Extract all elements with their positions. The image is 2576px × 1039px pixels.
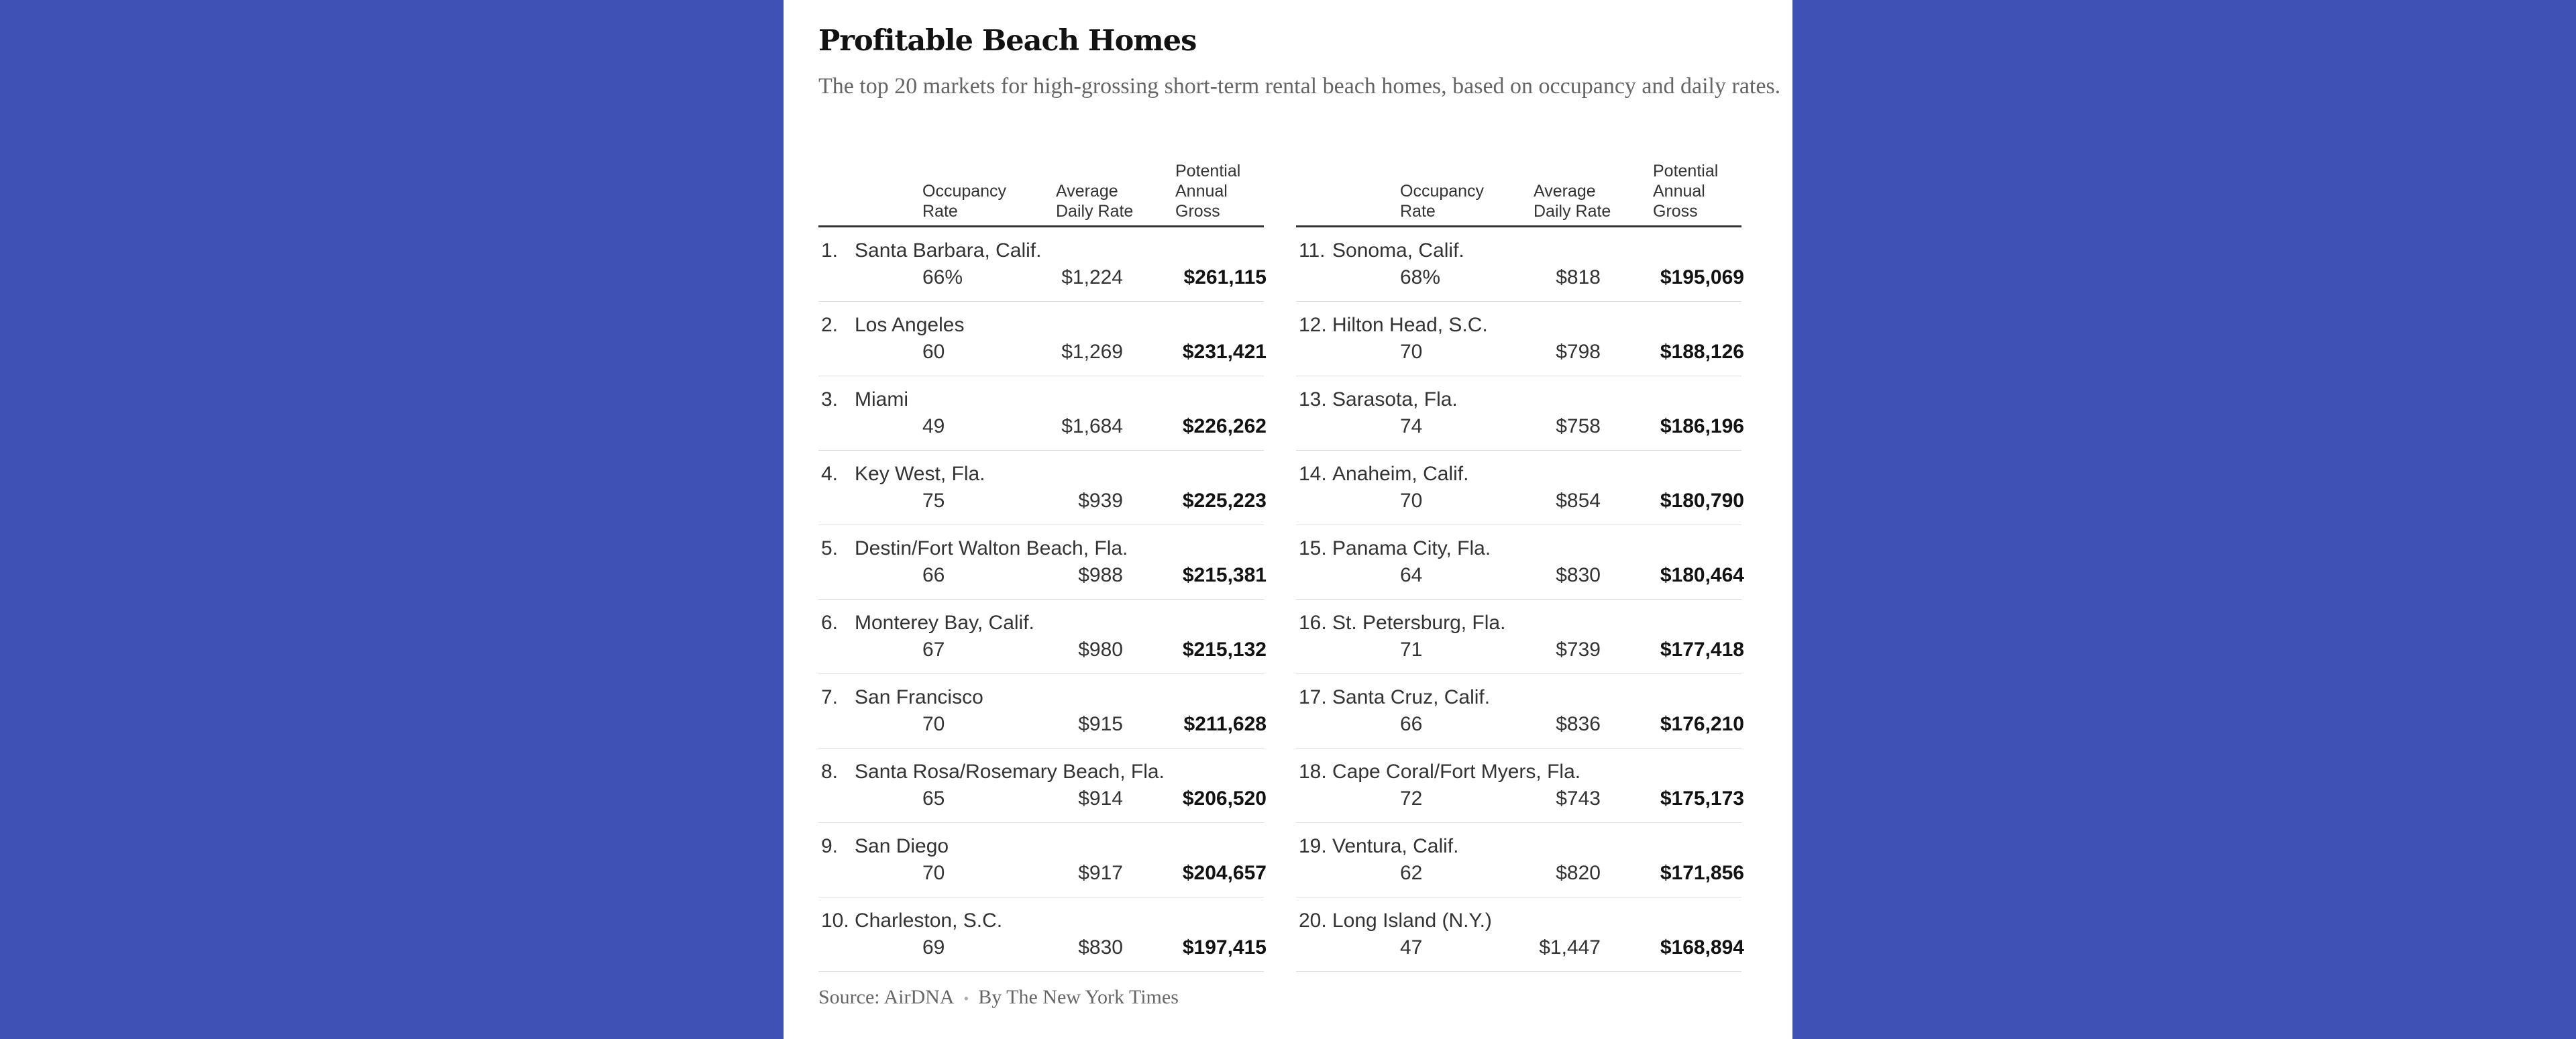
- row-values: [818, 862, 1267, 889]
- table-row: [818, 302, 1267, 376]
- market-label: [821, 612, 1034, 635]
- header-average-daily-rate: Average Daily Rate: [1056, 182, 1134, 221]
- potential-annual-gross-value: $180,790: [1660, 490, 1744, 512]
- occupancy-rate-value: 68%: [1400, 266, 1441, 288]
- market-label: [821, 314, 964, 337]
- table-row: [818, 227, 1267, 302]
- potential-annual-gross-value: $197,415: [1182, 936, 1267, 959]
- rank-number: 15.: [1299, 537, 1327, 559]
- row-values: [1296, 787, 1744, 814]
- table-row: [1296, 302, 1744, 376]
- potential-annual-gross-value: $180,464: [1660, 564, 1744, 586]
- row-values: [1296, 266, 1744, 293]
- table-row: [818, 823, 1267, 897]
- market-name: Santa Cruz, Calif.: [1332, 686, 1491, 708]
- rank-number: 3.: [821, 388, 839, 411]
- header-potential-annual-gross: Potential Annual Gross: [1175, 162, 1241, 221]
- average-daily-rate-value: $1,684: [1061, 415, 1123, 437]
- graphic-card: [784, 0, 1792, 1039]
- occupancy-rate-value: 74: [1400, 415, 1423, 437]
- market-label: [1299, 388, 1458, 411]
- average-daily-rate-value: $818: [1556, 266, 1601, 288]
- row-values: [1296, 936, 1744, 963]
- average-daily-rate-value: $743: [1556, 787, 1601, 810]
- row-values: [818, 936, 1267, 963]
- potential-annual-gross-value: $225,223: [1182, 490, 1267, 512]
- market-label: [1299, 537, 1491, 560]
- table-body: [818, 227, 1267, 972]
- potential-annual-gross-value: $211,628: [1183, 713, 1267, 735]
- table-header: [1296, 156, 1741, 227]
- average-daily-rate-value: $830: [1556, 564, 1601, 586]
- average-daily-rate-value: $914: [1078, 787, 1123, 810]
- market-label: [821, 537, 1128, 560]
- table-row: [818, 376, 1267, 451]
- rank-number: 8.: [821, 761, 839, 783]
- rank-number: 4.: [821, 463, 839, 485]
- table-row: [818, 451, 1267, 525]
- row-values: [818, 713, 1267, 740]
- potential-annual-gross-value: $176,210: [1660, 713, 1744, 735]
- market-name: Long Island (N.Y.): [1332, 910, 1492, 932]
- table-row: [1296, 749, 1744, 823]
- potential-annual-gross-value: $168,894: [1660, 936, 1744, 959]
- table-header: [818, 156, 1264, 227]
- chart-subtitle: The top 20 markets for high-grossing short-term rental beach homes, based on occupancy and daily rates.: [818, 74, 1781, 99]
- occupancy-rate-value: 70: [922, 713, 945, 735]
- average-daily-rate-value: $830: [1078, 936, 1123, 959]
- average-daily-rate-value: $739: [1556, 639, 1601, 661]
- market-name: Anaheim, Calif.: [1332, 463, 1469, 485]
- row-values: [818, 266, 1267, 293]
- rank-number: 10.: [821, 910, 849, 932]
- occupancy-rate-value: 70: [922, 862, 945, 884]
- market-label: [821, 388, 908, 411]
- potential-annual-gross-value: $195,069: [1660, 266, 1744, 288]
- occupancy-rate-value: 60: [922, 341, 945, 363]
- header-occupancy-rate: Occupancy Rate: [922, 182, 1007, 221]
- rank-number: 6.: [821, 612, 839, 634]
- table-row: [818, 674, 1267, 749]
- market-label: [821, 686, 983, 709]
- row-values: [1296, 862, 1744, 889]
- market-label: [1299, 463, 1468, 486]
- market-label: [821, 835, 949, 858]
- table-left: [818, 156, 1267, 972]
- potential-annual-gross-value: $186,196: [1660, 415, 1744, 437]
- table-row: [1296, 600, 1744, 674]
- average-daily-rate-value: $917: [1078, 862, 1123, 884]
- potential-annual-gross-value: $177,418: [1660, 639, 1744, 661]
- market-label: [1299, 761, 1580, 783]
- rank-number: 11.: [1299, 239, 1326, 262]
- occupancy-rate-value: 69: [922, 936, 945, 959]
- occupancy-rate-value: 62: [1400, 862, 1423, 884]
- row-values: [818, 415, 1267, 442]
- market-label: [1299, 686, 1490, 709]
- rank-number: 1.: [821, 239, 839, 262]
- market-name: Panama City, Fla.: [1332, 537, 1491, 559]
- rank-number: 7.: [821, 686, 839, 708]
- market-name: Cape Coral/Fort Myers, Fla.: [1332, 761, 1581, 783]
- rank-number: 9.: [821, 835, 839, 857]
- table-row: [1296, 674, 1744, 749]
- market-name: Destin/Fort Walton Beach, Fla.: [855, 537, 1128, 559]
- potential-annual-gross-value: $171,856: [1660, 862, 1744, 884]
- market-label: [1299, 314, 1488, 337]
- market-label: [1299, 910, 1492, 932]
- potential-annual-gross-value: $188,126: [1660, 341, 1744, 363]
- market-name: Santa Rosa/Rosemary Beach, Fla.: [855, 761, 1165, 783]
- occupancy-rate-value: 70: [1400, 341, 1423, 363]
- row-values: [1296, 415, 1744, 442]
- occupancy-rate-value: 64: [1400, 564, 1423, 586]
- table-row: [818, 749, 1267, 823]
- rank-number: 5.: [821, 537, 839, 559]
- market-name: Sonoma, Calif.: [1332, 239, 1464, 262]
- table-row: [818, 525, 1267, 600]
- market-label: [1299, 239, 1464, 262]
- market-name: Key West, Fla.: [855, 463, 985, 485]
- rank-number: 2.: [821, 314, 839, 336]
- average-daily-rate-value: $915: [1078, 713, 1123, 735]
- rank-number: 16.: [1299, 612, 1327, 634]
- potential-annual-gross-value: $204,657: [1182, 862, 1267, 884]
- average-daily-rate-value: $988: [1078, 564, 1123, 586]
- table-row: [818, 897, 1267, 972]
- source-credit: Source: AirDNA: [818, 986, 955, 1008]
- table-row: [1296, 525, 1744, 600]
- table-right: [1296, 156, 1744, 972]
- table-row: [1296, 451, 1744, 525]
- market-name: Sarasota, Fla.: [1332, 388, 1458, 411]
- row-values: [1296, 564, 1744, 591]
- market-label: [821, 463, 985, 486]
- market-label: [821, 239, 1041, 262]
- row-values: [1296, 639, 1744, 665]
- potential-annual-gross-value: $261,115: [1183, 266, 1267, 288]
- row-values: [818, 639, 1267, 665]
- rank-number: 20.: [1299, 910, 1327, 932]
- rank-number: 19.: [1299, 835, 1327, 857]
- table-row: [1296, 227, 1744, 302]
- potential-annual-gross-value: $231,421: [1182, 341, 1267, 363]
- table-row: [1296, 823, 1744, 897]
- occupancy-rate-value: 71: [1400, 639, 1423, 661]
- rank-number: 13.: [1299, 388, 1327, 411]
- chart-title: Profitable Beach Homes: [818, 24, 1197, 58]
- row-values: [1296, 713, 1744, 740]
- occupancy-rate-value: 67: [922, 639, 945, 661]
- average-daily-rate-value: $1,224: [1061, 266, 1123, 288]
- market-name: Los Angeles: [855, 314, 965, 336]
- potential-annual-gross-value: $215,381: [1182, 564, 1267, 586]
- market-label: [821, 910, 1002, 932]
- rank-number: 18.: [1299, 761, 1327, 783]
- market-name: St. Petersburg, Fla.: [1332, 612, 1506, 634]
- row-values: [818, 564, 1267, 591]
- occupancy-rate-value: 65: [922, 787, 945, 810]
- market-label: [1299, 835, 1458, 858]
- potential-annual-gross-value: $175,173: [1660, 787, 1744, 810]
- market-label: [1299, 612, 1505, 635]
- market-name: Hilton Head, S.C.: [1332, 314, 1488, 336]
- table-row: [818, 600, 1267, 674]
- average-daily-rate-value: $1,269: [1061, 341, 1123, 363]
- occupancy-rate-value: 49: [922, 415, 945, 437]
- row-values: [1296, 341, 1744, 368]
- table-row: [1296, 897, 1744, 972]
- row-values: [818, 787, 1267, 814]
- rank-number: 17.: [1299, 686, 1327, 708]
- row-values: [818, 490, 1267, 516]
- average-daily-rate-value: $798: [1556, 341, 1601, 363]
- potential-annual-gross-value: $215,132: [1182, 639, 1267, 661]
- occupancy-rate-value: 47: [1400, 936, 1423, 959]
- footer-separator: •: [963, 990, 969, 1007]
- average-daily-rate-value: $854: [1556, 490, 1601, 512]
- rank-number: 14.: [1299, 463, 1327, 485]
- market-name: Monterey Bay, Calif.: [855, 612, 1034, 634]
- market-name: Ventura, Calif.: [1332, 835, 1459, 857]
- average-daily-rate-value: $836: [1556, 713, 1601, 735]
- occupancy-rate-value: 70: [1400, 490, 1423, 512]
- table-row: [1296, 376, 1744, 451]
- header-average-daily-rate: Average Daily Rate: [1534, 182, 1611, 221]
- occupancy-rate-value: 75: [922, 490, 945, 512]
- occupancy-rate-value: 72: [1400, 787, 1423, 810]
- potential-annual-gross-value: $206,520: [1182, 787, 1267, 810]
- market-name: Charleston, S.C.: [855, 910, 1003, 932]
- byline: By The New York Times: [978, 986, 1179, 1008]
- market-name: Santa Barbara, Calif.: [855, 239, 1042, 262]
- average-daily-rate-value: $980: [1078, 639, 1123, 661]
- occupancy-rate-value: 66: [1400, 713, 1423, 735]
- market-label: [821, 761, 1165, 783]
- average-daily-rate-value: $1,447: [1539, 936, 1601, 959]
- market-name: Miami: [855, 388, 908, 411]
- market-name: San Francisco: [855, 686, 983, 708]
- footer: [818, 986, 1179, 1009]
- market-name: San Diego: [855, 835, 949, 857]
- row-values: [1296, 490, 1744, 516]
- header-potential-annual-gross: Potential Annual Gross: [1653, 162, 1719, 221]
- occupancy-rate-value: 66: [922, 564, 945, 586]
- occupancy-rate-value: 66%: [922, 266, 963, 288]
- row-values: [818, 341, 1267, 368]
- potential-annual-gross-value: $226,262: [1182, 415, 1267, 437]
- header-occupancy-rate: Occupancy Rate: [1400, 182, 1485, 221]
- average-daily-rate-value: $939: [1078, 490, 1123, 512]
- average-daily-rate-value: $820: [1556, 862, 1601, 884]
- rank-number: 12.: [1299, 314, 1327, 336]
- average-daily-rate-value: $758: [1556, 415, 1601, 437]
- table-body: [1296, 227, 1744, 972]
